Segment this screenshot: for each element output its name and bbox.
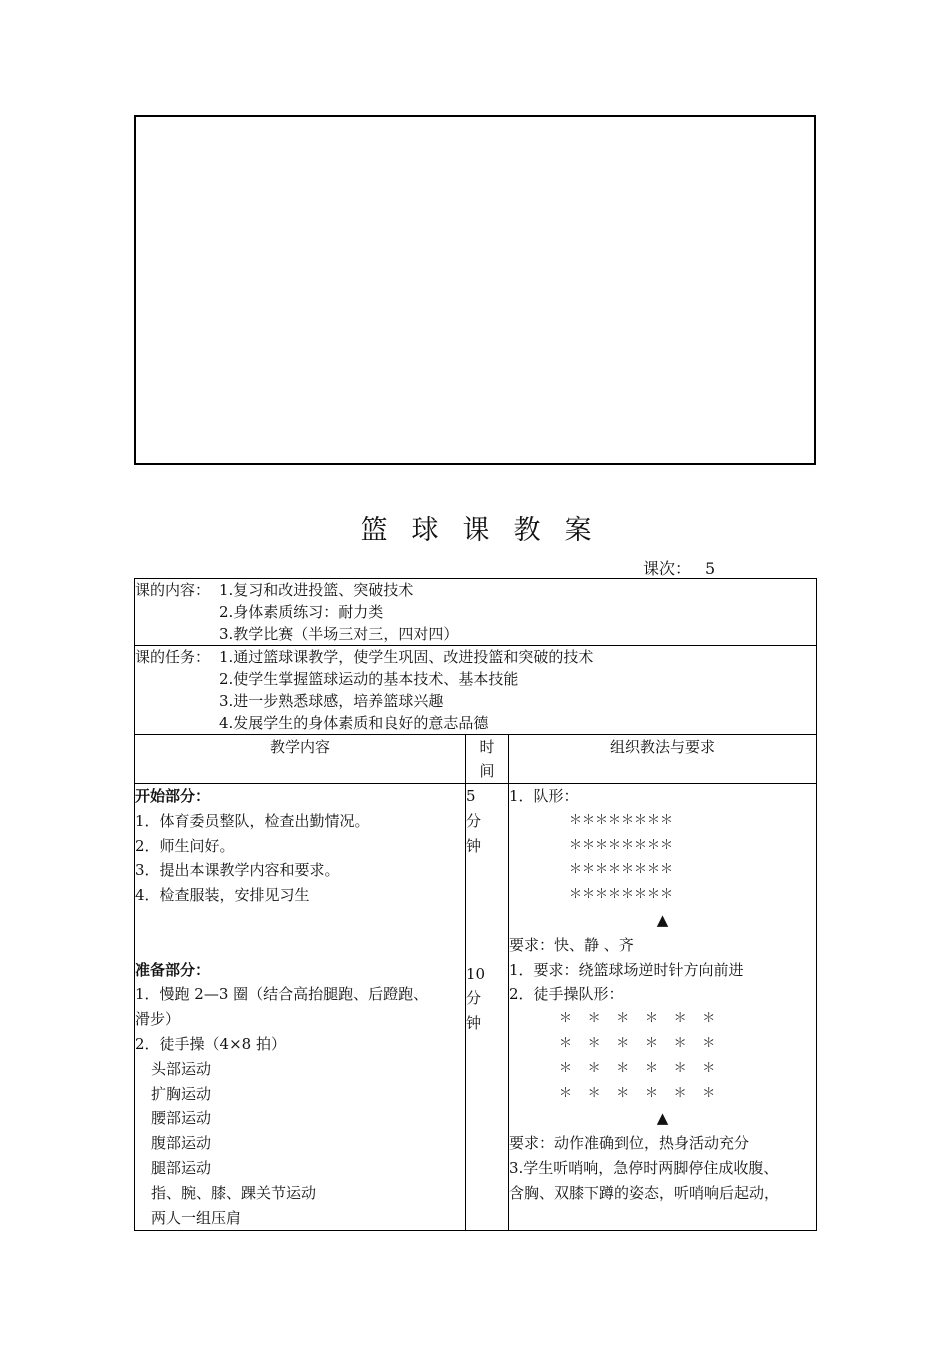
start-time-unit: 钟 bbox=[466, 836, 482, 855]
formation-row: ＊ ＊ ＊ ＊ ＊ ＊ bbox=[559, 1011, 716, 1027]
formation-row: ＊ ＊ ＊ ＊ ＊ ＊ bbox=[559, 1060, 716, 1076]
task-item: 3.进一步熟悉球感，培养篮球兴趣 bbox=[219, 692, 444, 710]
teacher-mark-icon: ▲ bbox=[656, 1109, 669, 1128]
content-item: 2.身体素质练习：耐力类 bbox=[219, 603, 384, 621]
formation-row: ＊ ＊ ＊ ＊ ＊ ＊ bbox=[559, 1085, 716, 1101]
task-item: 2.使学生掌握篮球运动的基本技术、基本技能 bbox=[219, 670, 519, 688]
page-title bbox=[0, 508, 952, 547]
content-item: 3.教学比赛（半场三对三，四对四） bbox=[219, 625, 459, 643]
prep-item: 1．慢跑 2—3 圈（结合高抬腿跑、后蹬跑、 bbox=[135, 985, 429, 1004]
header-content: 教学内容 bbox=[135, 735, 466, 784]
exercise-item: 腹部运动 bbox=[151, 1134, 212, 1153]
blank-frame bbox=[134, 115, 816, 465]
tasks-row bbox=[135, 646, 817, 735]
prep-time-unit: 分 bbox=[466, 989, 482, 1008]
prep-heading: 准备部分： bbox=[135, 960, 211, 979]
formation-row: ＊＊＊＊＊＊＊＊ bbox=[569, 887, 674, 903]
content-row bbox=[135, 579, 817, 646]
title-char: 案 bbox=[564, 515, 592, 546]
start-item: 2．师生问好。 bbox=[135, 836, 235, 855]
title-char: 球 bbox=[411, 515, 439, 546]
exercise-item: 两人一组压肩 bbox=[151, 1208, 242, 1227]
prep-item: 2．徒手操（4×8 拍） bbox=[135, 1034, 286, 1053]
exercise-item: 腰部运动 bbox=[151, 1109, 212, 1128]
prep-item: 滑步） bbox=[135, 1010, 181, 1029]
formation-label: 1．队形： bbox=[509, 787, 579, 805]
teacher-mark-icon: ▲ bbox=[656, 910, 669, 929]
requirement: 要求：动作准确到位，热身活动充分 bbox=[509, 1134, 750, 1153]
title-char: 教 bbox=[513, 515, 541, 546]
prep-time: 10 bbox=[466, 964, 486, 983]
formation-row: ＊＊＊＊＊＊＊＊ bbox=[569, 837, 674, 853]
start-time: 5 bbox=[466, 787, 476, 805]
exercise-item: 扩胸运动 bbox=[151, 1084, 212, 1103]
formation-row: ＊＊＊＊＊＊＊＊ bbox=[569, 862, 674, 878]
header-method: 组织教法与要求 bbox=[509, 735, 817, 784]
tasks-label: 课的任务： bbox=[135, 648, 211, 666]
header-time: 时 间 bbox=[466, 735, 509, 784]
task-item: 4.发展学生的身体素质和良好的意志品德 bbox=[219, 714, 489, 732]
exercise-item: 腿部运动 bbox=[151, 1158, 212, 1177]
start-item: 3．提出本课教学内容和要求。 bbox=[135, 861, 340, 880]
task-item: 1.通过篮球课教学，使学生巩固、改进投篮和突破的技术 bbox=[219, 648, 594, 666]
requirement: 含胸、双膝下蹲的姿态，听哨响后起动， bbox=[509, 1183, 780, 1202]
method-cell bbox=[509, 784, 817, 1231]
title-char: 课 bbox=[462, 515, 490, 546]
time-cell bbox=[466, 784, 509, 1231]
teaching-content-cell bbox=[135, 784, 466, 1231]
content-label: 课的内容： bbox=[135, 581, 211, 599]
content-item: 1.复习和改进投篮、突破技术 bbox=[219, 581, 414, 599]
lesson-value: 5 bbox=[705, 559, 716, 578]
prep-time-unit: 钟 bbox=[466, 1014, 482, 1033]
lesson-label: 课次： bbox=[643, 559, 692, 578]
start-item: 4．检查服装，安排见习生 bbox=[135, 886, 310, 905]
requirement: 3.学生听哨响，急停时两脚停住成收腹、 bbox=[509, 1158, 779, 1177]
lesson-plan-table bbox=[134, 578, 817, 1231]
title-char: 篮 bbox=[360, 515, 388, 546]
lesson-number bbox=[643, 556, 715, 579]
formation-row: ＊＊＊＊＊＊＊＊ bbox=[569, 812, 674, 828]
requirement: 1．要求：绕篮球场逆时针方向前进 bbox=[509, 960, 744, 979]
requirement: 要求：快、静 、齐 bbox=[509, 935, 634, 954]
start-heading: 开始部分： bbox=[135, 787, 211, 805]
formation-label: 2．徒手操队形： bbox=[509, 985, 624, 1004]
exercise-item: 指、腕、膝、踝关节运动 bbox=[151, 1183, 317, 1202]
formation-row: ＊ ＊ ＊ ＊ ＊ ＊ bbox=[559, 1035, 716, 1051]
start-time-unit: 分 bbox=[466, 811, 482, 830]
start-item: 1．体育委员整队，检查出勤情况。 bbox=[135, 811, 370, 830]
exercise-item: 头部运动 bbox=[151, 1059, 212, 1078]
